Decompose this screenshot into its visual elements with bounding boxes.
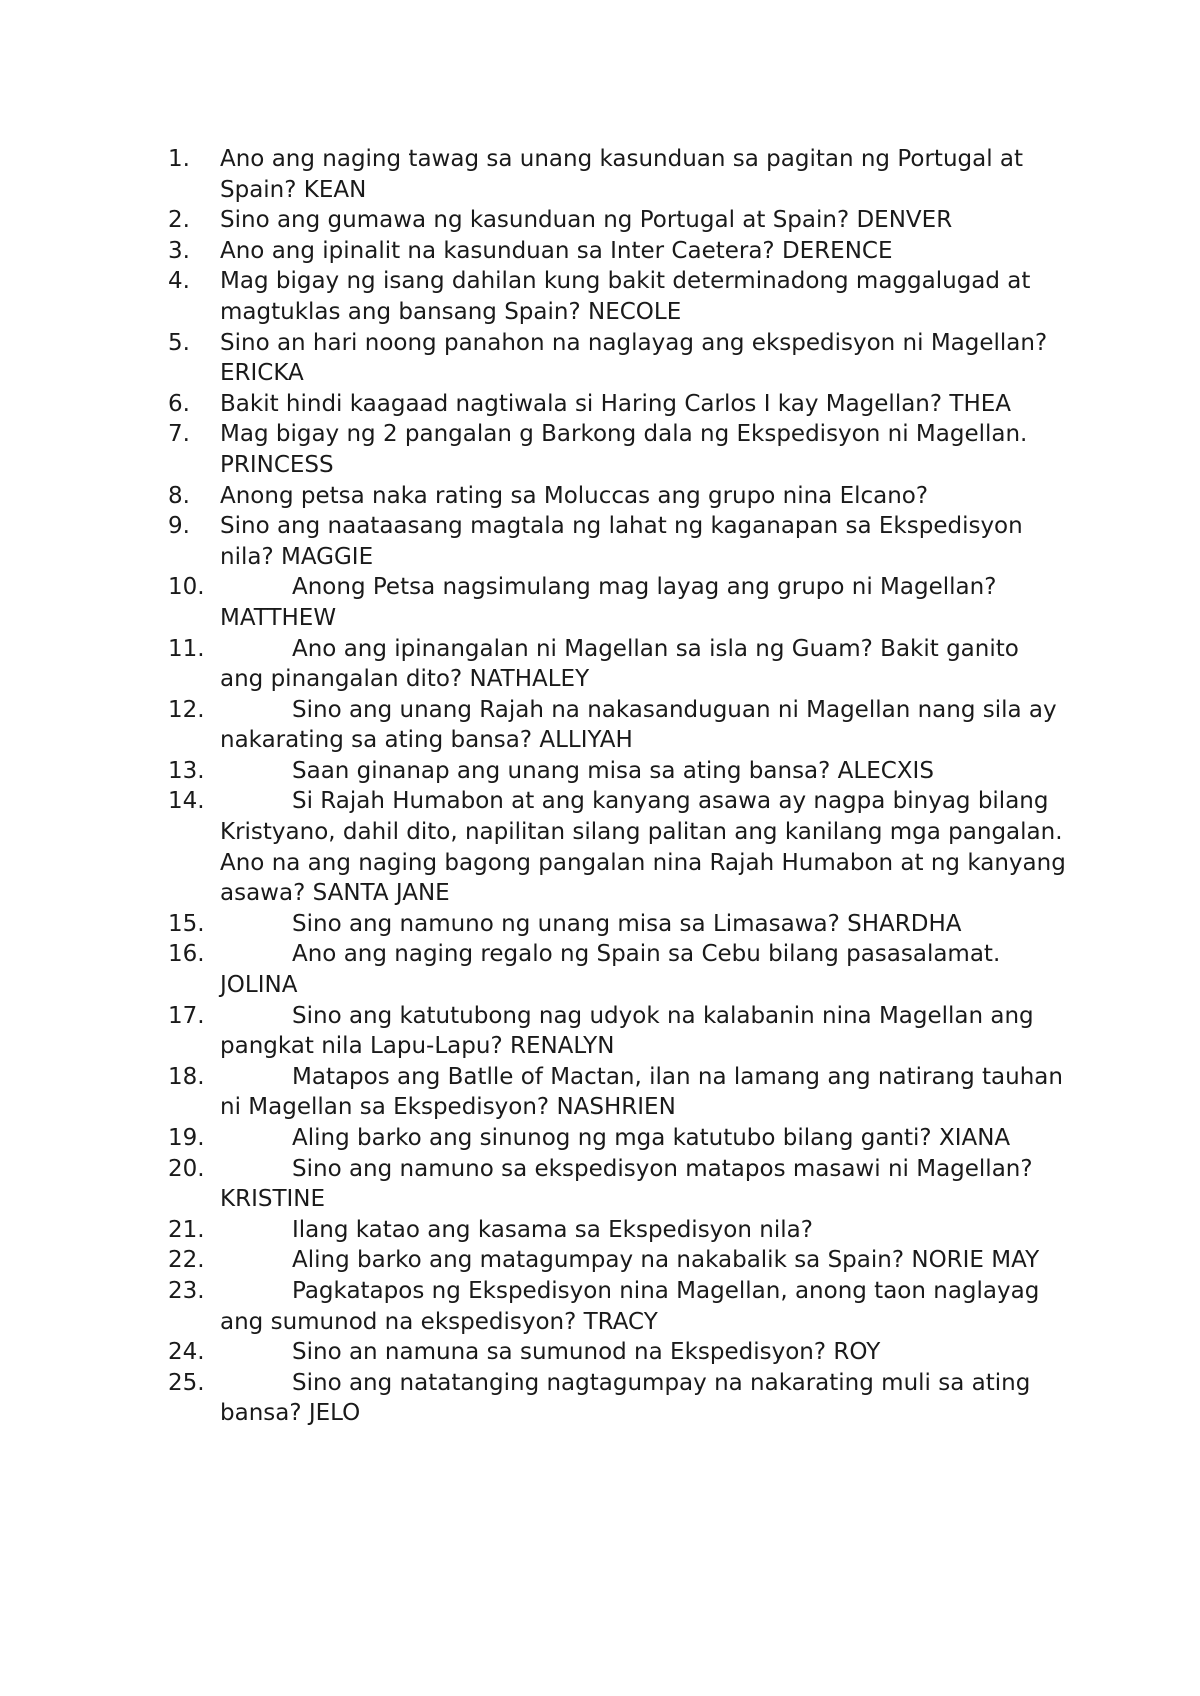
list-item xyxy=(168,1001,1068,1062)
question-text: Sino an namuna sa sumunod na Ekspedisyon? ROY xyxy=(292,1339,881,1366)
question-text: Bakit hindi kaagaad nagtiwala si Haring Carlos I kay Magellan? THEA xyxy=(220,390,1012,417)
question-text: Ano ang naging regalo ng Spain sa Cebu bilang pasasalamat. JOLINA xyxy=(220,941,1001,999)
question-text: Ano ang ipinangalan ni Magellan sa isla ng Guam? Bakit ganito ang pinangalan dito? NATHALEY xyxy=(220,635,1019,693)
question-text: Matapos ang Batlle of Mactan, ilan na lamang ang natirang tauhan ni Magellan sa Ekspedisyon? NASHRIEN xyxy=(220,1063,1063,1121)
list-item xyxy=(168,695,1068,756)
question-number: 4. xyxy=(168,268,190,295)
question-number: 15. xyxy=(168,910,205,937)
list-item xyxy=(168,1276,1068,1337)
question-number: 2. xyxy=(168,207,190,234)
question-number: 21. xyxy=(168,1216,205,1243)
question-number: 18. xyxy=(168,1063,205,1090)
question-number: 8. xyxy=(168,482,190,509)
question-text: Anong petsa naka rating sa Moluccas ang grupo nina Elcano? xyxy=(220,482,929,509)
list-item xyxy=(168,756,1068,787)
question-number: 24. xyxy=(168,1339,205,1366)
question-number: 3. xyxy=(168,237,190,264)
question-number: 17. xyxy=(168,1002,205,1029)
list-item xyxy=(168,1062,1068,1123)
list-item xyxy=(168,1245,1068,1276)
list-item xyxy=(168,786,1068,908)
question-number: 14. xyxy=(168,788,205,815)
question-number: 6. xyxy=(168,390,190,417)
list-item xyxy=(168,1368,1068,1429)
question-number: 7. xyxy=(168,421,190,448)
list-item xyxy=(168,328,1068,389)
list-item xyxy=(168,1123,1068,1154)
question-text: Si Rajah Humabon at ang kanyang asawa ay nagpa binyag bilang Kristyano, dahil dito, napilitan silang palitan ang kanilang mga pangalan. Ano na ang naging bagong pangalan nina Rajah Humabon at ng kanyang asawa? SANTA JANE xyxy=(220,788,1066,907)
question-text: Aling barko ang sinunog ng mga katutubo bilang ganti? XIANA xyxy=(292,1125,1011,1151)
question-number: 13. xyxy=(168,757,205,784)
list-item xyxy=(168,1337,1068,1368)
question-number: 12. xyxy=(168,696,205,723)
question-text: Sino ang naataasang magtala ng lahat ng kaganapan sa Ekspedisyon nila? MAGGIE xyxy=(220,513,1023,570)
question-text: Ilang katao ang kasama sa Ekspedisyon nila? xyxy=(292,1216,813,1243)
question-text: Sino ang namuno ng unang misa sa Limasawa? SHARDHA xyxy=(292,910,962,937)
question-text: Saan ginanap ang unang misa sa ating bansa? ALECXIS xyxy=(292,757,934,784)
question-text: Sino ang katutubong nag udyok na kalabanin nina Magellan ang pangkat nila Lapu-Lapu? RENALYN xyxy=(220,1002,1034,1060)
question-number: 25. xyxy=(168,1369,205,1396)
question-text: Sino ang gumawa ng kasunduan ng Portugal at Spain? DENVER xyxy=(220,207,953,234)
question-text: Aling barko ang matagumpay na nakabalik sa Spain? NORIE MAY xyxy=(292,1247,1040,1274)
question-number: 16. xyxy=(168,941,205,968)
question-text: Mag bigay ng isang dahilan kung bakit determinadong maggalugad at magtuklas ang bansang Spain? NECOLE xyxy=(220,268,1031,325)
question-text: Ano ang ipinalit na kasunduan sa Inter Caetera? DERENCE xyxy=(220,237,893,264)
list-item xyxy=(168,1154,1068,1215)
list-item xyxy=(168,205,1068,236)
list-item xyxy=(168,909,1068,940)
list-item xyxy=(168,236,1068,267)
list-item xyxy=(168,481,1068,512)
list-item xyxy=(168,511,1068,572)
question-text: Mag bigay ng 2 pangalan g Barkong dala ng Ekspedisyon ni Magellan. PRINCESS xyxy=(220,421,1028,478)
question-number: 1. xyxy=(168,146,190,172)
list-item xyxy=(168,266,1068,327)
question-number: 20. xyxy=(168,1155,205,1182)
question-number: 22. xyxy=(168,1247,205,1274)
list-item xyxy=(168,572,1068,633)
question-number: 5. xyxy=(168,329,190,356)
list-item xyxy=(168,634,1068,695)
question-number: 19. xyxy=(168,1125,205,1151)
question-text: Anong Petsa nagsimulang mag layag ang grupo ni Magellan? MATTHEW xyxy=(220,574,997,631)
question-number: 9. xyxy=(168,513,190,540)
question-text: Sino ang namuno sa ekspedisyon matapos masawi ni Magellan? KRISTINE xyxy=(220,1155,1033,1213)
question-number: 11. xyxy=(168,635,205,662)
question-text: Ano ang naging tawag sa unang kasunduan sa pagitan ng Portugal at Spain? KEAN xyxy=(220,146,1024,203)
list-item xyxy=(168,419,1068,480)
question-text: Pagkatapos ng Ekspedisyon nina Magellan, anong taon naglayag ang sumunod na ekspedisyon? TRACY xyxy=(220,1277,1040,1335)
question-list xyxy=(168,144,1068,1429)
question-number: 23. xyxy=(168,1277,205,1304)
question-text: Sino an hari noong panahon na naglayag ang ekspedisyon ni Magellan? ERICKA xyxy=(220,329,1048,387)
list-item xyxy=(168,389,1068,420)
question-number: 10. xyxy=(168,574,205,601)
question-text: Sino ang natatanging nagtagumpay na nakarating muli sa ating bansa? JELO xyxy=(220,1369,1031,1427)
list-item xyxy=(168,1215,1068,1246)
list-item xyxy=(168,144,1068,205)
question-text: Sino ang unang Rajah na nakasanduguan ni Magellan nang sila ay nakarating sa ating bansa? ALLIYAH xyxy=(220,696,1057,754)
list-item xyxy=(168,939,1068,1000)
